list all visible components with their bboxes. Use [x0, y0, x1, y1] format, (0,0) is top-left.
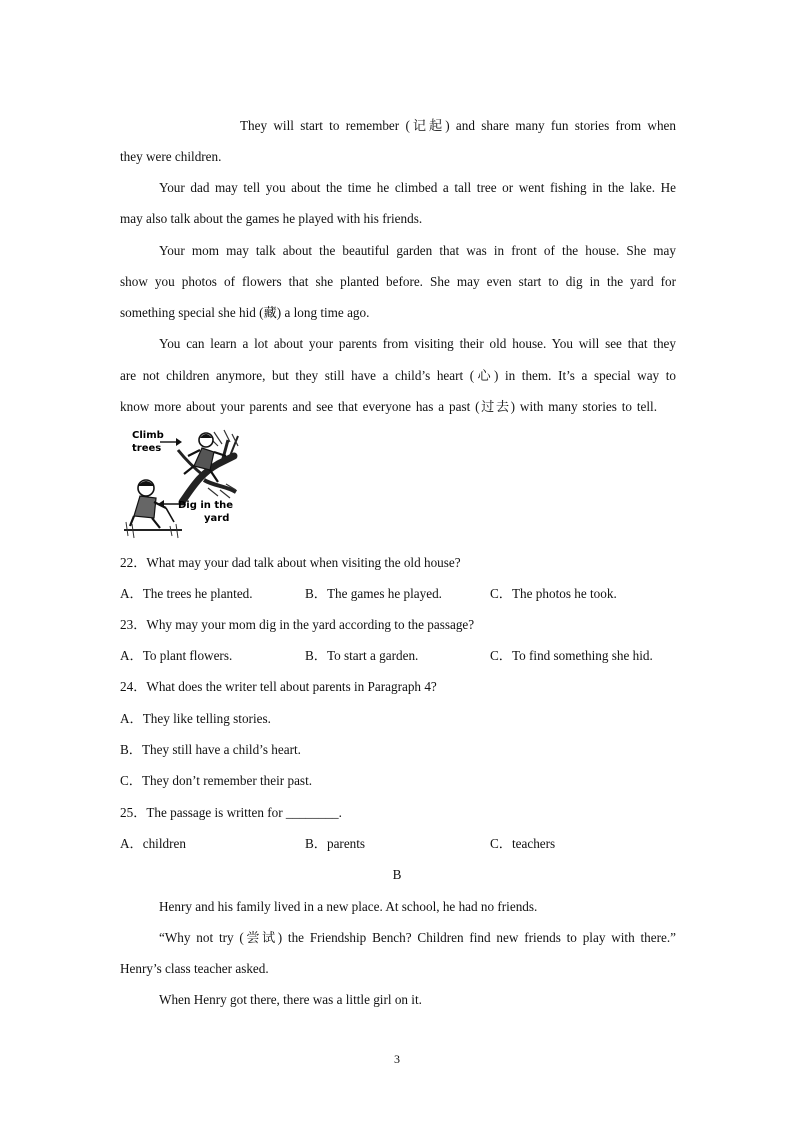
- question-22-option-b: B．The games he played.: [305, 586, 442, 601]
- section-b-paragraph-3: When Henry got there, there was a little girl on it.: [159, 992, 422, 1007]
- question-25-option-a: A．children: [120, 836, 186, 851]
- question-23-option-a: A．To plant flowers.: [120, 648, 233, 663]
- question-23-option-c: C．To find something she hid.: [490, 648, 653, 663]
- label-yard: yard: [204, 513, 230, 524]
- question-25-stem: 25．The passage is written for ________.: [120, 805, 342, 820]
- paragraph-4-line-1: You can learn a lot about your parents from visiting their old house. You will see that they: [159, 336, 676, 351]
- paragraph-3-line-3: something special she hid (藏) a long time ago.: [120, 305, 370, 320]
- section-b-paragraph-1: Henry and his family lived in a new place. At school, he had no friends.: [159, 899, 538, 914]
- label-dig-in-the: Dig in the: [178, 500, 234, 511]
- section-b-paragraph-2-line-1: “Why not try (尝试) the Friendship Bench? Children find new friends to play with there.”: [159, 930, 676, 945]
- question-25-option-c: C．teachers: [490, 836, 556, 851]
- page-number: 3: [394, 1052, 400, 1066]
- question-22-stem: 22．What may your dad talk about when visiting the old house?: [120, 555, 461, 570]
- paragraph-3-line-2: show you photos of flowers that she planted before. She may even start to dig in the yard for: [120, 274, 676, 289]
- question-24-option-a: A．They like telling stories.: [120, 711, 271, 726]
- question-23-option-b: B．To start a garden.: [305, 648, 419, 663]
- illustration-climb-and-dig: [122, 426, 240, 542]
- question-22-option-a: A．The trees he planted.: [120, 586, 253, 601]
- question-24-option-b: B．They still have a child’s heart.: [120, 742, 301, 757]
- section-heading-b: B: [392, 867, 402, 882]
- paragraph-2-line-1: Your dad may tell you about the time he climbed a tall tree or went fishing in the lake. He: [159, 180, 676, 195]
- section-b-paragraph-2-line-2: Henry’s class teacher asked.: [120, 961, 269, 976]
- label-climb: Climb: [132, 430, 164, 441]
- question-23-stem: 23．Why may your mom dig in the yard according to the passage?: [120, 617, 475, 632]
- paragraph-4-line-3: know more about your parents and see that everyone has a past (过去) with many stories to tell.: [120, 399, 657, 414]
- question-24-stem: 24．What does the writer tell about parents in Paragraph 4?: [120, 679, 437, 694]
- question-24-option-c: C．They don’t remember their past.: [120, 773, 313, 788]
- paragraph-2-line-2: may also talk about the games he played with his friends.: [120, 211, 423, 226]
- label-trees: trees: [132, 443, 162, 454]
- paragraph-3-line-1: Your mom may talk about the beautiful garden that was in front of the house. She may: [159, 243, 676, 258]
- question-25-option-b: B．parents: [305, 836, 366, 851]
- question-22-option-c: C．The photos he took.: [490, 586, 617, 601]
- paragraph-4-line-2: are not children anymore, but they still have a child’s heart (心) in them. It’s a special way to: [120, 368, 676, 383]
- paragraph-1-line-1: They will start to remember (记起) and share many fun stories from when: [240, 118, 676, 133]
- paragraph-1-line-2: they were children.: [120, 149, 222, 164]
